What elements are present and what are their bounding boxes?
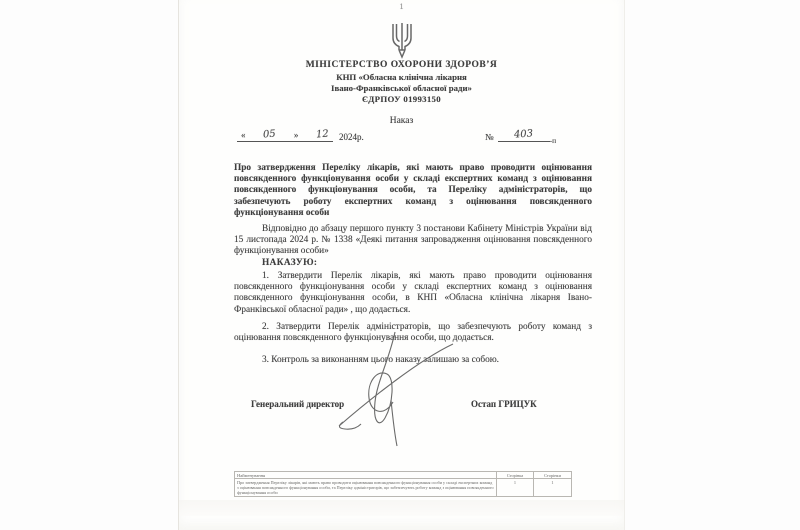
order-year: 2024р. bbox=[339, 132, 364, 142]
preamble-paragraph: Відповідно до абзацу першого пункту 3 постанови Кабінету Міністрів України від 15 листопада 2024 р. № 1338 «Деякі питання запровадження оцінювання повсякденного функціонування особи» bbox=[234, 224, 592, 257]
footer-pages-header: Сторінки bbox=[534, 472, 572, 479]
order-item-3: 3. Контроль за виконанням цього наказу залишаю за собою. bbox=[262, 355, 499, 365]
order-date bbox=[237, 129, 364, 142]
signature-icon bbox=[329, 330, 459, 448]
edrpou-code: ЄДРПОУ 01993150 bbox=[362, 94, 441, 104]
ukraine-trident-icon bbox=[179, 22, 624, 60]
organization-line2: Івано-Франківської обласної ради» bbox=[331, 83, 472, 93]
number-suffix: -п bbox=[549, 136, 557, 145]
footer-name-header: Найменування bbox=[235, 472, 497, 479]
quote-open: « bbox=[241, 130, 246, 140]
scan-artifact-band bbox=[179, 500, 624, 516]
quote-close: » bbox=[293, 130, 299, 140]
order-number bbox=[485, 128, 557, 145]
footer-pages-value: 1 bbox=[534, 479, 572, 497]
page-number: 1 bbox=[399, 2, 404, 11]
date-underline bbox=[237, 129, 333, 142]
document-page bbox=[178, 0, 625, 530]
footer-document-title: Про затвердження Переліку лікарів, які мають право проводити оцінювання повсякденного функціонування особи у складі експертних команд з оцінювання повсякденного функціонування особи, та Переліку адміністраторів, що забезпечують роботу команд з оцінювання повсякденного функціонування особи bbox=[235, 479, 497, 497]
organization-line1: КНП «Обласна клінічна лікарня bbox=[336, 72, 467, 82]
table-row bbox=[235, 472, 572, 479]
number-underline bbox=[498, 129, 550, 142]
signatory-position: Генеральний директор bbox=[251, 399, 345, 409]
table-row bbox=[235, 479, 572, 497]
order-item-1: 1. Затвердити Перелік лікарів, які мають право проводити оцінювання повсякденного функціонування особи у складі експертних команд з оцінювання повсякденного функціонування особи, в КНП «Обласна клінічна лікарня Івано-Франківської обласної ради» , що додається. bbox=[234, 271, 592, 315]
order-title: Наказ bbox=[389, 116, 414, 126]
ministry-name: МІНІСТЕРСТВО ОХОРОНИ ЗДОРОВ’Я bbox=[305, 60, 498, 70]
footer-page-header: Сторінка bbox=[497, 472, 534, 479]
order-item-2: 2. Затвердити Перелік адміністраторів, що забезпечують роботу команд з оцінювання повсякденного функціонування особи, що додається. bbox=[234, 322, 592, 344]
number-label: № bbox=[485, 132, 494, 142]
signatory-name: Остап ГРИЦУК bbox=[471, 399, 537, 409]
registration-footer-table bbox=[234, 471, 572, 497]
footer-page-value: 1 bbox=[497, 479, 534, 497]
handwritten-number: 403 bbox=[513, 128, 534, 141]
order-subject: Про затвердження Переліку лікарів, які мають право проводити оцінювання повсякденного функціонування особи у складі експертних команд з оцінювання повсякденного функціонування особи, та Переліку адміністраторів, що забезпечують роботу експертних команд з оцінювання повсякденного функціонування особи bbox=[234, 163, 592, 218]
handwritten-day: 05 bbox=[262, 128, 277, 141]
handwritten-month: 12 bbox=[315, 128, 330, 141]
order-word: НАКАЗУЮ: bbox=[262, 258, 318, 268]
